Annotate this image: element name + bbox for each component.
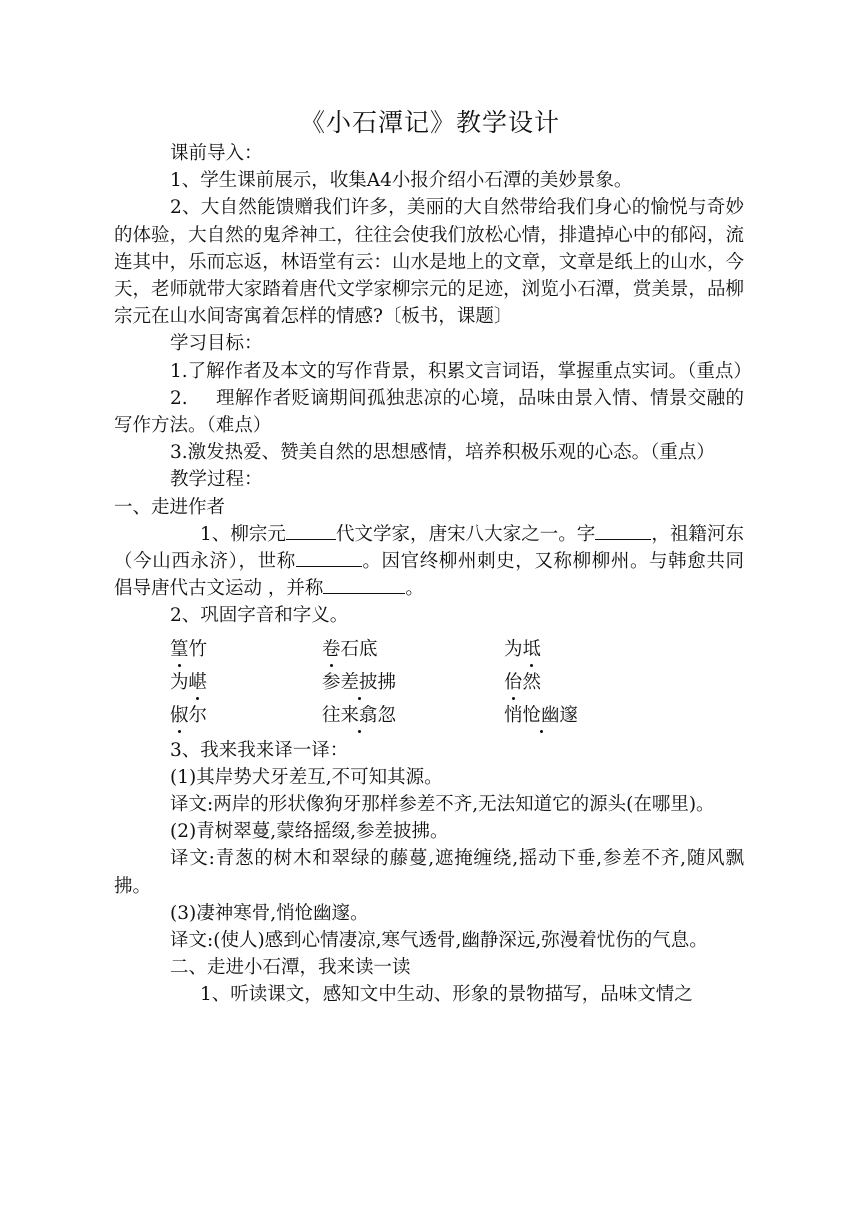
blank-joint-name [323,575,405,594]
author-text-d: 。因官终柳州刺史，又称柳柳州。与韩愈共同倡导唐代古文运动 ，并称 [114,551,744,600]
translation-1: 译文:两岸的形状像狗牙那样参差不齐,无法知道它的源头(在哪里)。 [170,794,715,816]
translation-2: 译文:青葱的树木和翠绿的藤蔓,遮掩缠绕,摇动下垂,参差不齐,随风飘拂。 [114,848,744,897]
vocab-heading: 2、巩固字音和字义。 [170,605,349,627]
goal-2-number: 2. [170,387,188,409]
page-title: 《小石潭记》教学设计 [299,108,560,137]
section-1-heading: 一、走进作者 [114,496,226,518]
vocab-word: 往来翕忽 [322,704,397,726]
vocab-row [114,669,744,702]
vocab-row [114,702,744,735]
sentence-2: (2)青树翠蔓,蒙络摇缀,参差披拂。 [170,821,449,843]
author-text-a: 1、柳宗元 [200,523,286,545]
intro-heading: 课前导入： [170,143,263,164]
goal-1: 1.了解作者及本文的写作背景，积累文言词语，掌握重点实词。（重点） [170,360,752,382]
vocab-word: 参差披拂 [322,671,397,693]
intro-item-2: 2、大自然能馈赠我们许多，美丽的大自然带给我们身心的愉悦与奇妙的体验，大自然的鬼斧神工，往往会使我们放松心情，排遣掉心中的郁闷，流连其中，乐而忘返，林语堂有云：山水是地上的文章，文章是纸上的山水，今天，老师就带大家踏着唐代文学家柳宗元的足迹，浏览小石潭，赏美景，品柳宗元在山水间寄寓着怎样的情感?〔板书，课题〕 [114,197,744,328]
section-2-heading: 二、走进小石潭，我来读一读 [170,957,411,979]
blank-courtesy-name [595,521,651,540]
author-intro [114,521,744,603]
vocab-word: 俶尔 [170,704,208,726]
vocab-row [114,636,744,669]
vocab-word: 悄怆幽邃 [504,704,579,726]
author-text-b: 代文学家，唐宋八大家之一。字 [335,523,596,545]
document-body [114,140,752,1009]
read-item-1: 1、听读课文，感知文中生动、形象的景物描写，品味文情之 [200,984,693,1006]
sentence-3: (3)凄神寒骨,悄怆幽邃。 [170,902,369,924]
author-text-e: 。 [405,578,424,600]
goals-heading: 学习目标： [170,333,263,355]
goal-3: 3.激发热爱、赞美自然的思想感情，培养积极乐观的心态。（重点） [170,442,715,464]
sentence-1: (1)其岸势犬牙差互,不可知其源。 [170,766,443,788]
goal-2 [114,385,744,439]
vocab-word: 佁然 [504,671,542,693]
blank-dynasty [286,521,336,540]
translate-heading: 3、我来我来译一译： [170,739,349,761]
vocab-word: 卷石底 [322,638,378,660]
goal-2-text: 理解作者贬谪期间孤独悲凉的心境，品味由景入情、情景交融的写作方法。（难点） [114,387,744,437]
blank-title [296,548,362,567]
vocab-word: 为坻 [504,638,542,660]
translation-3: 译文:(使人)感到心情凄凉,寒气透骨,幽静深远,弥漫着忧伤的气息。 [170,930,708,952]
vocab-word: 为嵁 [170,671,208,693]
vocab-word: 篁竹 [170,638,208,660]
process-heading: 教学过程： [170,469,263,491]
intro-item-1: 1、学生课前展示，收集A4小报介绍小石潭的美妙景象。 [170,170,633,192]
author-text-c: ，祖籍河东（今山西永济），世称 [114,523,744,573]
